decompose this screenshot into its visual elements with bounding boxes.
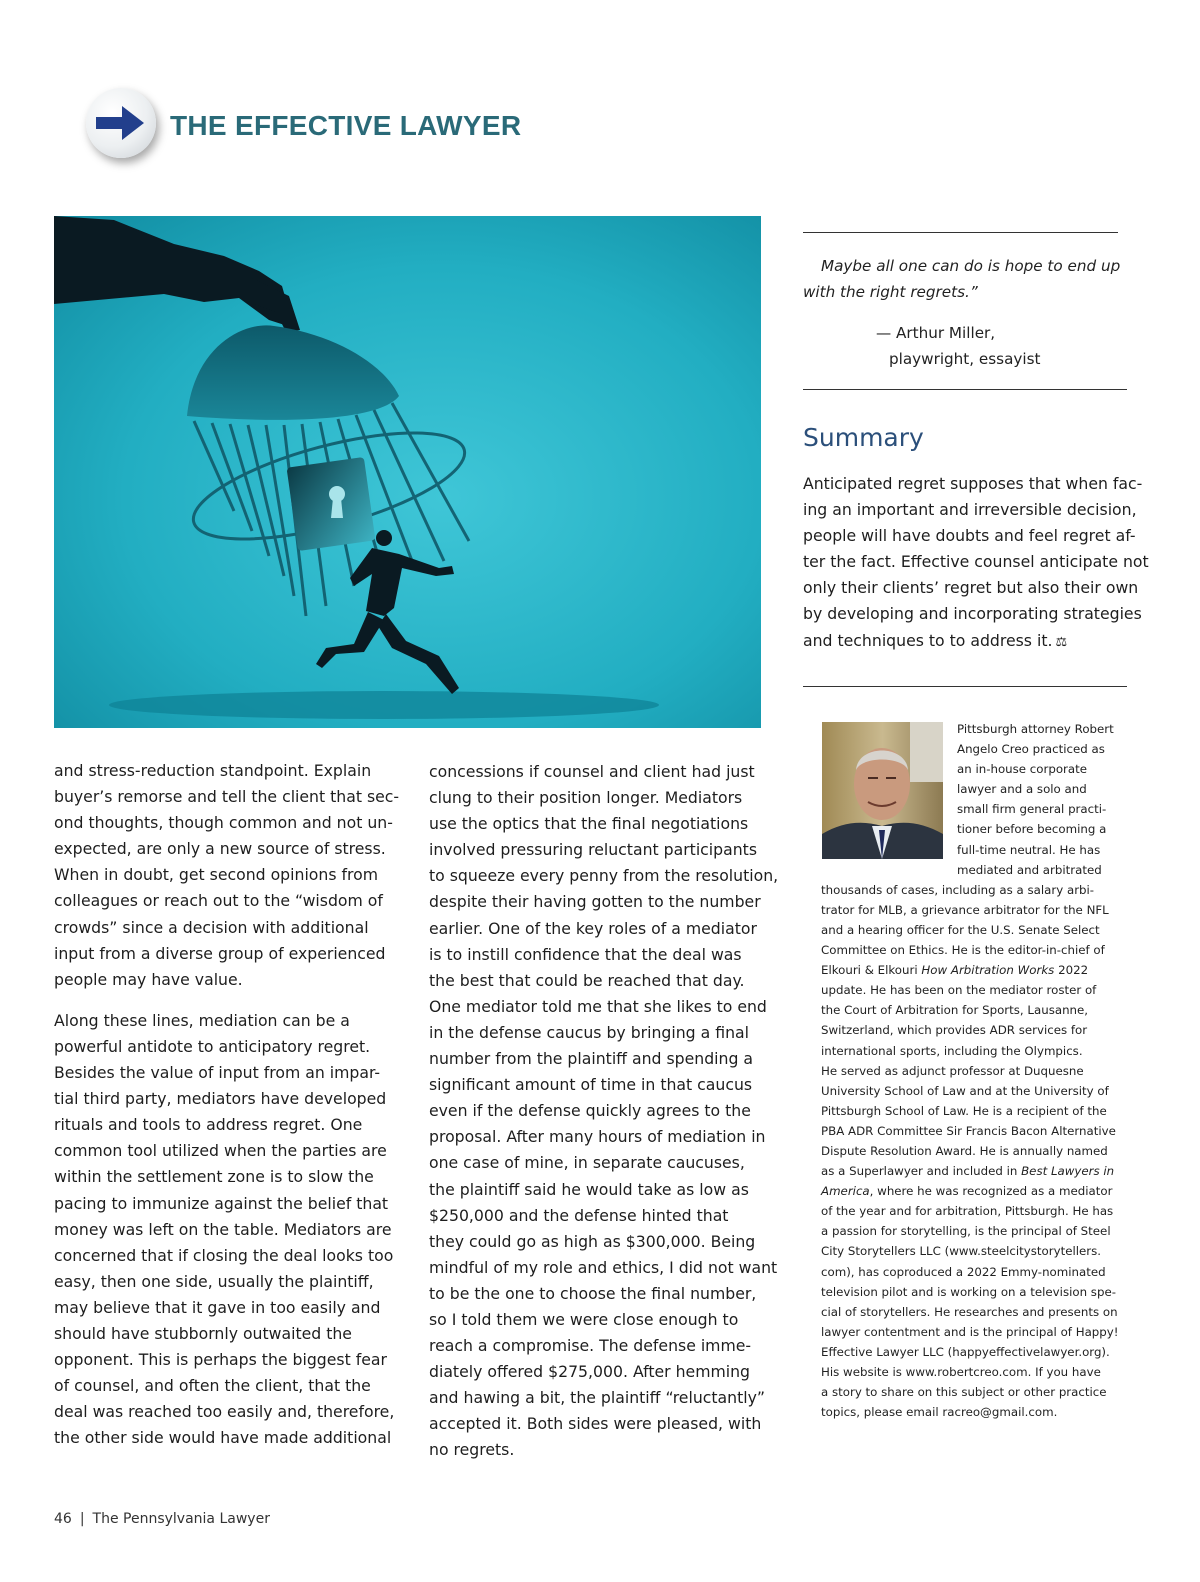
text-line: buyer’s remorse and tell the client that sec- (54, 787, 400, 807)
text-line (803, 628, 1143, 656)
bio-line: lawyer contentment and is the principal of Happy! (821, 1324, 1119, 1339)
text-line (803, 575, 1143, 601)
bio-text: , where he was recognized as a mediator (869, 1184, 1113, 1199)
bio-text: Elkouri & Elkouri (821, 963, 922, 978)
bio-line (821, 1181, 1126, 1201)
body-column-middle (429, 759, 779, 1464)
bio-line: update. He has been on the mediator roster of (821, 983, 1097, 998)
text-line: accepted it. Both sides were pleased, with (429, 1414, 762, 1434)
text-line: and stress-reduction standpoint. Explain (54, 761, 372, 780)
text-line: clung to their position longer. Mediators (429, 788, 743, 808)
text-line: When in doubt, get second opinions from (54, 865, 379, 885)
summary-line-text: people will have doubts and feel regret af- (803, 526, 1136, 546)
author-bio (821, 719, 1126, 1422)
bio-line: international sports, including the Olympics. (821, 1043, 1083, 1058)
bio-line: tioner before becoming a (957, 822, 1107, 837)
bio-line: com), has coproduced a 2022 Emmy-nominated (821, 1264, 1106, 1279)
bio-line: the Court of Arbitration for Sports, Lausanne, (821, 1003, 1089, 1018)
text-line: earlier. One of the key roles of a mediator (429, 918, 757, 938)
bio-line: Dispute Resolution Award. He is annually named (821, 1143, 1108, 1158)
attribution-name: — Arthur Miller, (876, 324, 996, 342)
quote-line: Maybe all one can do is hope to end up (821, 257, 1121, 275)
text-line: reach a compromise. The defense imme- (429, 1336, 752, 1356)
text-line: and hawing a bit, the plaintiff “reluctantly” (429, 1388, 766, 1408)
text-line: proposal. After many hours of mediation in (429, 1127, 766, 1147)
text-line (803, 471, 1143, 497)
quote-line: with the right regrets.” (803, 283, 978, 301)
bio-line (821, 1161, 1126, 1181)
text-line: money was left on the table. Mediators are (54, 1219, 392, 1239)
text-line: in the defense caucus by bringing a final (429, 1022, 750, 1042)
text-line (803, 601, 1143, 627)
bio-line: He served as adjunct professor at Duquesne (821, 1063, 1084, 1078)
text-line: One mediator told me that she likes to end (429, 996, 767, 1016)
text-line: so I told them we were close enough to (429, 1309, 739, 1329)
text-line: despite their having gotten to the number (429, 892, 761, 912)
text-line: rituals and tools to address regret. One (54, 1115, 363, 1135)
bio-line: and a hearing officer for the U.S. Senate Select (821, 922, 1100, 937)
text-line: to squeeze every penny from the resolution, (429, 866, 779, 886)
quote-attribution (876, 320, 1040, 372)
section-title: THE EFFECTIVE LAWYER (170, 110, 522, 141)
text-line: crowds” since a decision with additional (54, 917, 369, 937)
footer-separator: | (79, 1511, 85, 1527)
text-line (803, 523, 1143, 549)
text-line: one case of mine, in separate caucuses, (429, 1153, 745, 1173)
body-column-left (54, 758, 400, 1451)
text-line: the other side would have made additional (54, 1428, 392, 1448)
text-line: may believe that it gave in too easily and (54, 1297, 381, 1317)
text-line: pacing to immunize against the belief that (54, 1193, 389, 1213)
bio-text: as a Superlawyer and included in (821, 1164, 1022, 1179)
bio-line: His website is www.robertcreo.com. If you have (821, 1365, 1101, 1379)
text-line: expected, are only a new source of stress. (54, 839, 386, 859)
bio-line: cial of storytellers. He researches and presents on (821, 1304, 1118, 1319)
attribution-role: playwright, essayist (889, 350, 1041, 368)
bio-line: thousands of cases, including as a salary arbi- (821, 882, 1095, 897)
text-line: the best that could be reached that day. (429, 970, 745, 990)
text-line: colleagues or reach out to the “wisdom of (54, 891, 383, 911)
text-line (803, 549, 1149, 575)
text-line: even if the defense quickly agrees to the (429, 1101, 751, 1121)
divider (803, 232, 1118, 233)
bio-line (821, 960, 1126, 980)
text-line: to be the one to choose the final number, (429, 1283, 757, 1303)
bio-line: City Storytellers LLC (www.steelcitystorytellers. (821, 1244, 1102, 1259)
right-arrow-icon (92, 100, 150, 146)
bio-line: a story to share on this subject or other practice (821, 1385, 1107, 1400)
text-line: concerned that if closing the deal looks too (54, 1245, 394, 1265)
text-line: Along these lines, mediation can be a (54, 1010, 350, 1030)
page-footer (54, 1511, 270, 1527)
bio-line: PBA ADR Committee Sir Francis Bacon Alternative (821, 1123, 1116, 1138)
header-badge (86, 88, 156, 158)
paragraph (429, 759, 779, 1464)
bio-line: Effective Lawyer LLC (happyeffectivelawyer.org). (821, 1344, 1110, 1359)
bio-line: Pittsburgh School of Law. He is a recipient of the (821, 1103, 1107, 1118)
text-line: is to instill confidence that the deal was (429, 944, 742, 964)
text-line: powerful antidote to anticipatory regret. (54, 1036, 371, 1056)
text-line: the plaintiff said he would take as low as (429, 1179, 749, 1199)
bio-line: a passion for storytelling, is the principal of Steel (821, 1224, 1111, 1239)
publication-name: The Pennsylvania Lawyer (92, 1511, 270, 1527)
bio-line: lawyer and a solo and (957, 782, 1087, 797)
text-line: input from a diverse group of experienced (54, 943, 386, 963)
text-line: mindful of my role and ethics, I did not want (429, 1257, 778, 1277)
bio-line: Angelo Creo practiced as (957, 742, 1105, 757)
bio-line: trator for MLB, a grievance arbitrator for the NFL (821, 902, 1109, 917)
book-title: Best Lawyers in (1021, 1164, 1115, 1179)
bio-line: mediated and arbitrated (957, 862, 1102, 877)
pull-quote (803, 253, 1143, 305)
summary-heading: Summary (803, 423, 924, 452)
bio-line: television pilot and is working on a television spe- (821, 1284, 1116, 1299)
text-line: ond thoughts, though common and not un- (54, 813, 393, 833)
bio-text: 2022 (1054, 963, 1089, 978)
summary-line-text: Anticipated regret supposes that when fac- (803, 474, 1143, 493)
text-line (803, 497, 1143, 523)
bio-line: small firm general practi- (957, 802, 1107, 817)
summary-line-text: only their clients’ regret but also their own (803, 578, 1139, 598)
text-line: involved pressuring reluctant participants (429, 840, 757, 860)
page-number: 46 (54, 1511, 72, 1527)
text-line: people may have value. (54, 969, 243, 989)
book-title: America (821, 1184, 870, 1199)
summary-line-text: ter the fact. Effective counsel anticipate not (803, 552, 1149, 572)
text-line: concessions if counsel and client had just (429, 762, 755, 781)
divider (803, 686, 1127, 687)
text-line: deal was reached too easily and, therefore, (54, 1402, 395, 1422)
text-line: diately offered $275,000. After hemming (429, 1362, 751, 1382)
text-line: no regrets. (429, 1440, 515, 1460)
text-line: easy, then one side, usually the plaintiff, (54, 1271, 374, 1291)
text-line: use the optics that the final negotiations (429, 814, 749, 834)
text-line: tial third party, mediators have developed (54, 1089, 387, 1109)
text-line: Besides the value of input from an impar- (54, 1063, 381, 1083)
text-line: of counsel, and often the client, that the (54, 1376, 371, 1396)
paragraph (54, 758, 400, 993)
bio-line: full-time neutral. He has (957, 842, 1101, 857)
bio-line: Switzerland, which provides ADR services for (821, 1023, 1088, 1038)
book-title: How Arbitration Works (921, 963, 1055, 978)
text-line: significant amount of time in that caucus (429, 1075, 753, 1095)
text-line: opponent. This is perhaps the biggest fear (54, 1350, 387, 1370)
bio-line: topics, please email racreo@gmail.com. (821, 1405, 1058, 1420)
text-line: within the settlement zone is to slow the (54, 1167, 374, 1187)
bio-line: Pittsburgh attorney Robert (957, 722, 1114, 736)
summary-line-text: ing an important and irreversible decision, (803, 500, 1137, 520)
text-line: should have stubbornly outwaited the (54, 1323, 352, 1343)
hero-illustration (54, 216, 761, 728)
scales-icon: ⚖ (1055, 634, 1068, 650)
bio-line: of the year and for arbitration, Pittsburgh. He has (821, 1204, 1114, 1219)
text-line: $250,000 and the defense hinted that (429, 1205, 729, 1225)
text-line: number from the plaintiff and spending a (429, 1049, 754, 1069)
divider (803, 389, 1127, 390)
bio-line: Committee on Ethics. He is the editor-in-chief of (821, 943, 1105, 958)
summary-line-text: by developing and incorporating strategies (803, 604, 1142, 624)
text-line: they could go as high as $300,000. Being (429, 1231, 756, 1251)
bio-line: an in-house corporate (957, 762, 1088, 777)
summary-line-text: and techniques to to address it. (803, 630, 1053, 650)
bio-line: University School of Law and at the University of (821, 1083, 1109, 1098)
summary-text (803, 471, 1149, 656)
paragraph (54, 1008, 394, 1452)
text-line: common tool utilized when the parties are (54, 1141, 387, 1161)
